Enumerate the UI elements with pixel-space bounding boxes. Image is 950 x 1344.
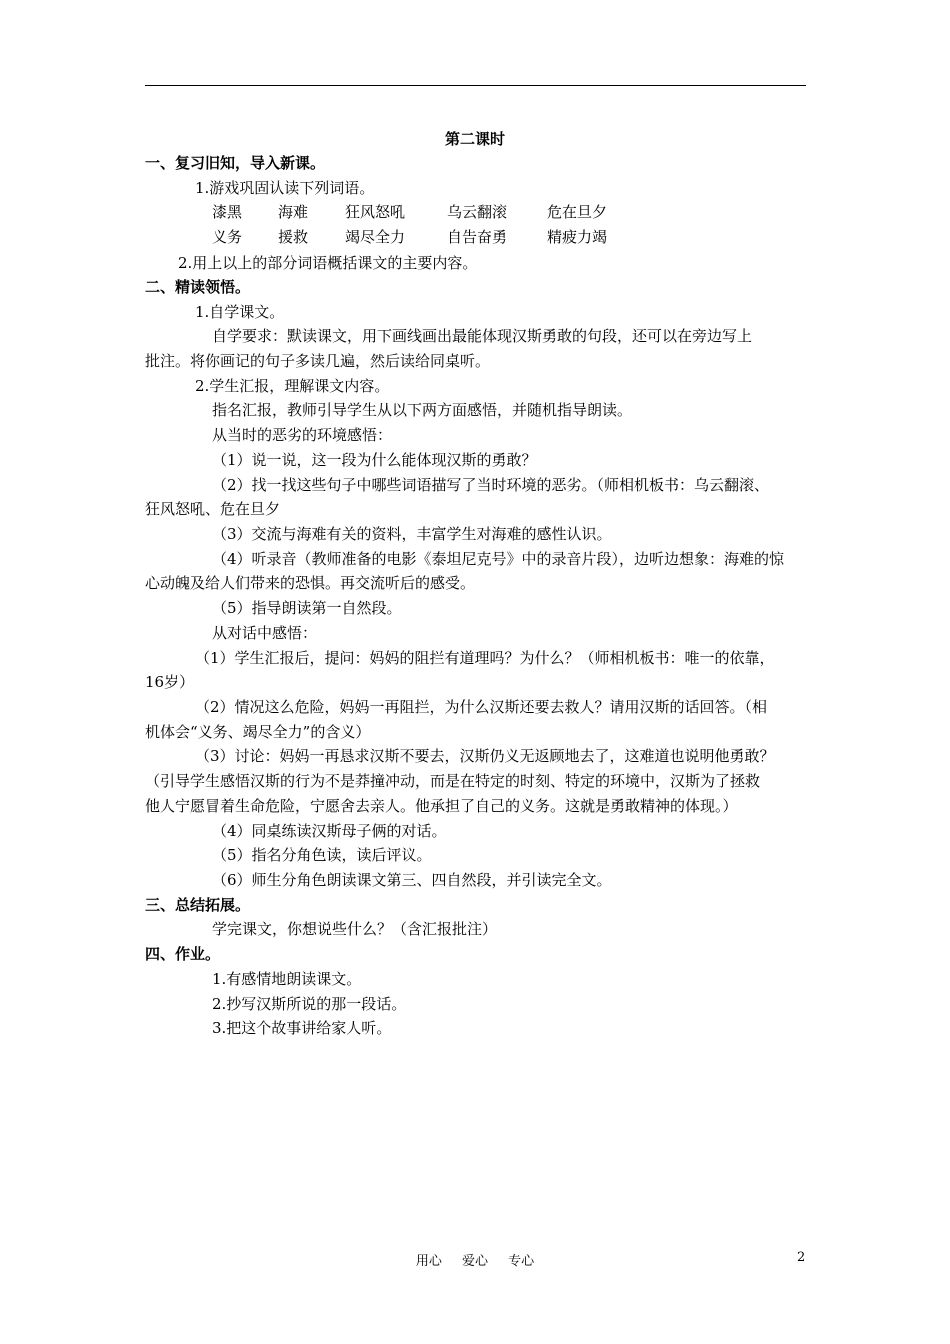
section-heading-1: 一、复习旧知，导入新课。 bbox=[145, 154, 326, 172]
text-line: 他人宁愿冒着生命危险，宁愿舍去亲人。他承担了自己的义务。这就是勇敢精神的体现。） bbox=[145, 797, 738, 815]
text-line: 自学要求：默读课文，用下画线画出最能体现汉斯勇敢的句段，还可以在旁边写上 bbox=[212, 327, 753, 345]
footer-item: 爱心 bbox=[461, 1254, 488, 1269]
text-line: （5）指导朗读第一自然段。 bbox=[212, 599, 402, 617]
text-line: （5）指名分角色读，读后评议。 bbox=[212, 846, 432, 864]
text-line: （4）听录音（教师准备的电影《泰坦尼克号》中的录音片段），边听边想象：海难的惊 bbox=[212, 550, 785, 568]
text-line: 指名汇报，教师引导学生从以下两方面感悟，并随机指导朗读。 bbox=[212, 401, 633, 419]
text-line: 2.学生汇报，理解课文内容。 bbox=[195, 377, 390, 395]
vocab-word: 义务 bbox=[212, 228, 243, 246]
text-line: （4）同桌练读汉斯母子俩的对话。 bbox=[212, 822, 447, 840]
section-heading-3: 三、总结拓展。 bbox=[145, 896, 251, 914]
text-line: 心动魄及给人们带来的恐惧。再交流听后的感受。 bbox=[145, 574, 476, 592]
text-line: 从当时的恶劣的环境感悟： bbox=[212, 426, 393, 444]
text-line: 3.把这个故事讲给家人听。 bbox=[212, 1019, 392, 1037]
page-footer bbox=[0, 1250, 950, 1269]
vocab-word: 海难 bbox=[278, 203, 309, 221]
vocab-word: 漆黑 bbox=[212, 203, 243, 221]
footer-item: 专心 bbox=[508, 1254, 535, 1269]
vocab-word: 危在旦夕 bbox=[547, 203, 608, 221]
text-line: （1）说一说，这一段为什么能体现汉斯的勇敢？ bbox=[212, 451, 537, 469]
vocab-word: 乌云翻滚 bbox=[447, 203, 508, 221]
text-line: （3）讨论：妈妈一再恳求汉斯不要去，汉斯仍义无返顾地去了，这难道也说明他勇敢？ bbox=[195, 747, 775, 765]
text-line: 狂风怒吼、危在旦夕 bbox=[145, 500, 281, 518]
footer-item: 用心 bbox=[415, 1254, 442, 1269]
text-line: 1.有感情地朗读课文。 bbox=[212, 970, 362, 988]
text-line: （2）情况这么危险，妈妈一再阻拦，为什么汉斯还要去救人？请用汉斯的话回答。（相 bbox=[195, 698, 768, 716]
text-line: 16岁） bbox=[145, 673, 195, 691]
text-line: 2.抄写汉斯所说的那一段话。 bbox=[212, 995, 407, 1013]
text-line: （3）交流与海难有关的资料，丰富学生对海难的感性认识。 bbox=[212, 525, 612, 543]
text-line: 批注。将你画记的句子多读几遍，然后读给同桌听。 bbox=[145, 352, 491, 370]
section-heading-2: 二、精读领悟。 bbox=[145, 278, 251, 296]
text-line: 学完课文，你想说些什么？（含汇报批注） bbox=[212, 920, 498, 938]
text-line: 从对话中感悟： bbox=[212, 624, 318, 642]
text-line: （6）师生分角色朗读课文第三、四自然段，并引读完全文。 bbox=[212, 871, 612, 889]
text-line: （1）学生汇报后，提问：妈妈的阻拦有道理吗？为什么？（师相机板书：唯一的依靠， bbox=[195, 649, 775, 667]
text-line: 1.游戏巩固认读下列词语。 bbox=[195, 179, 375, 197]
text-line: 2.用上以上的部分词语概括课文的主要内容。 bbox=[178, 254, 478, 272]
page-number: 2 bbox=[797, 1250, 806, 1265]
vocab-word: 狂风怒吼 bbox=[345, 203, 406, 221]
vocab-word: 援救 bbox=[278, 228, 309, 246]
vocab-word: 竭尽全力 bbox=[345, 228, 406, 246]
vocab-word: 精疲力竭 bbox=[547, 228, 608, 246]
text-line: （2）找一找这些句子中哪些词语描写了当时环境的恶劣。（师相机板书：乌云翻滚、 bbox=[212, 476, 770, 494]
section-heading-4: 四、作业。 bbox=[145, 945, 221, 963]
page-title: 第二课时 bbox=[444, 130, 505, 148]
text-line: （引导学生感悟汉斯的行为不是莽撞冲动，而是在特定的时刻、特定的环境中，汉斯为了拯救 bbox=[145, 772, 761, 790]
header-rule bbox=[145, 85, 806, 86]
text-line: 机体会“义务、竭尽全力”的含义） bbox=[145, 723, 371, 741]
vocab-word: 自告奋勇 bbox=[447, 228, 508, 246]
text-line: 1.自学课文。 bbox=[195, 303, 285, 321]
